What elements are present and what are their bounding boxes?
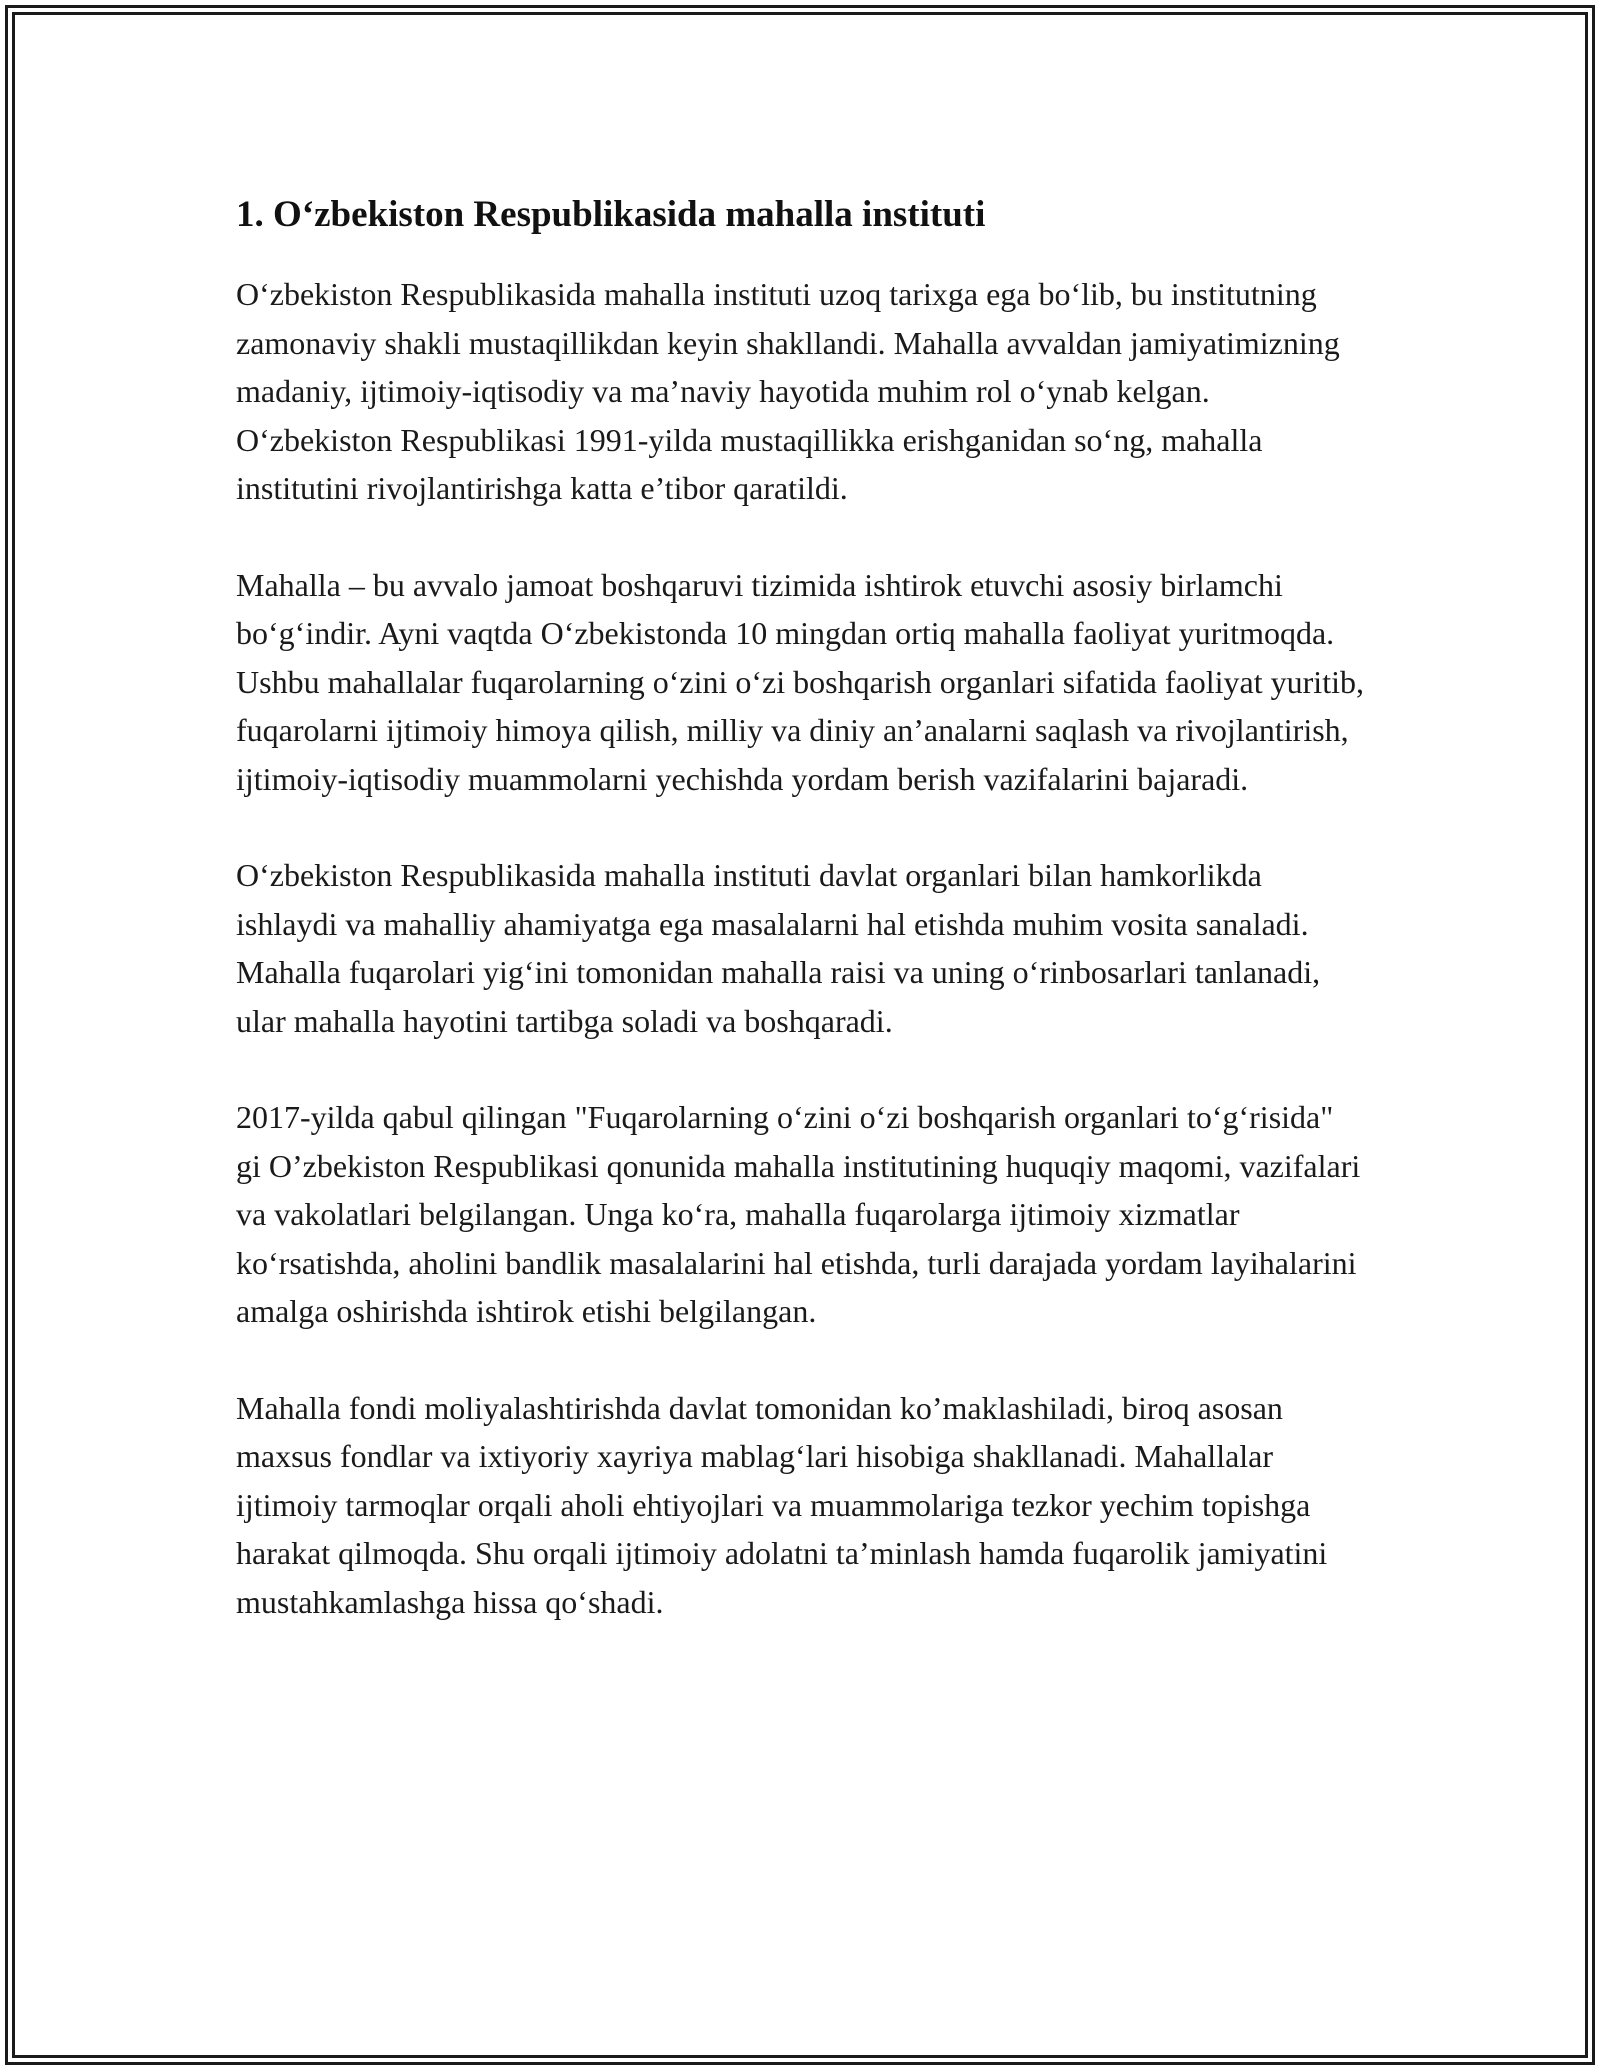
paragraph-history: O‘zbekiston Respublikasida mahalla instituti uzoq tarixga ega bo‘lib, bu institutning zamonaviy shakli mustaqillikdan keyin shakllandi. Mahalla avvaldan jamiyatimizning madaniy, ijtimoiy-iqtisodiy va ma’naviy hayotida muhim rol o‘ynab kelgan. O‘zbekiston Respublikasi 1991-yilda mustaqillikka erishganidan so‘ng, mahalla institutini rivojlantirishga katta e’tibor qaratildi. xyxy=(236,276,1340,506)
paragraph-cooperation: O‘zbekiston Respublikasida mahalla instituti davlat organlari bilan hamkorlikda ishlaydi va mahalliy ahamiyatga ega masalalarni hal etishda muhim vosita sanaladi. Mahalla fuqarolari yig‘ini tomonidan mahalla raisi va uning o‘rinbosarlari tanlanadi, ular mahalla hayotini tartibga soladi va boshqaradi. xyxy=(236,857,1321,1039)
section-heading: 1. O‘zbekiston Respublikasida mahalla instituti xyxy=(236,194,986,235)
paragraph-law-2017: 2017-yilda qabul qilingan "Fuqarolarning o‘zini o‘zi boshqarish organlari to‘g‘risida" gi O’zbekiston Respublikasi qonunida mahalla institutining huquqiy maqomi, vazifalari va vakolatlari belgilangan. Unga ko‘ra, mahalla fuqarolarga ijtimoiy xizmatlar ko‘rsatishda, aholini bandlik masalalarini hal etishda, turli darajada yordam layihalarini amalga oshirishda ishtirok etishi belgilangan. xyxy=(236,1099,1361,1329)
paragraph-definition: Mahalla – bu avvalo jamoat boshqaruvi tizimida ishtirok etuvchi asosiy birlamchi bo‘g‘indir. Ayni vaqtda O‘zbekistonda 10 mingdan ortiq mahalla faoliyat yuritmoqda. Ushbu mahallalar fuqarolarning o‘zini o‘zi boshqarish organlari sifatida faoliyat yuritib, fuqarolarni ijtimoiy himoya qilish, milliy va diniy an’analarni saqlash va rivojlantirish, ijtimoiy-iqtisodiy muammolarni yechishda yordam berish vazifalarini bajaradi. xyxy=(236,566,1364,797)
paragraph-funding: Mahalla fondi moliyalashtirishda davlat tomonidan ko’maklashiladi, biroq asosan maxsus fondlar va ixtiyoriy xayriya mablag‘lari hisobiga shakllanadi. Mahallalar ijtimoiy tarmoqlar orqali aholi ehtiyojlari va muammolariga tezkor yechim topishga harakat qilmoqda. Shu orqali ijtimoiy adolatni ta’minlash hamda fuqarolik jamiyatini mustahkamlashga hissa qo‘shadi. xyxy=(236,1389,1328,1620)
document-body xyxy=(236,187,1366,1674)
